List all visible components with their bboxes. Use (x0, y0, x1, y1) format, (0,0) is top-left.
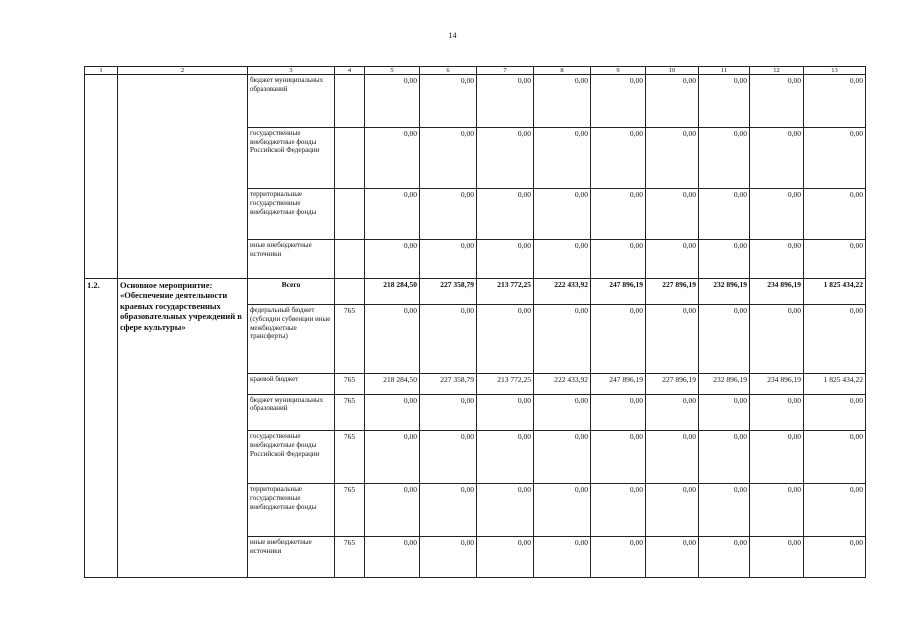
funding-source: государственные внебюджетные фонды Российской Федерации (248, 431, 335, 484)
amount-cell: 0,00 (420, 189, 477, 240)
amount-cell: 0,00 (804, 127, 866, 188)
amount-cell: 0,00 (646, 127, 699, 188)
amount-cell: 0,00 (365, 127, 420, 188)
budget-code: 765 (335, 394, 365, 431)
amount-cell: 0,00 (365, 305, 420, 374)
budget-code (335, 239, 365, 278)
funding-source: краевой бюджет (248, 374, 335, 394)
amount-cell: 0,00 (804, 305, 866, 374)
budget-code (335, 278, 365, 304)
amount-cell: 0,00 (365, 189, 420, 240)
column-number: 11 (699, 67, 750, 75)
amount-cell: 227 896,19 (646, 278, 699, 304)
amount-cell: 218 284,50 (365, 374, 420, 394)
amount-cell: 0,00 (477, 537, 534, 578)
amount-cell: 0,00 (477, 127, 534, 188)
amount-cell: 0,00 (750, 305, 804, 374)
budget-table (84, 66, 866, 578)
budget-code: 765 (335, 484, 365, 537)
funding-source: иные внебюджетные источники (248, 239, 335, 278)
amount-cell: 0,00 (699, 305, 750, 374)
amount-cell: 0,00 (591, 305, 646, 374)
amount-cell: 227 358,79 (420, 278, 477, 304)
amount-cell: 0,00 (646, 394, 699, 431)
amount-cell: 0,00 (420, 305, 477, 374)
funding-source: бюджет муниципальных образований (248, 394, 335, 431)
amount-cell: 218 284,50 (365, 278, 420, 304)
amount-cell: 227 896,19 (646, 374, 699, 394)
amount-cell: 0,00 (750, 431, 804, 484)
column-number: 2 (118, 67, 248, 75)
amount-cell: 0,00 (646, 189, 699, 240)
amount-cell: 234 896,19 (750, 278, 804, 304)
amount-cell: 0,00 (750, 239, 804, 278)
amount-cell: 0,00 (420, 394, 477, 431)
amount-cell: 232 896,19 (699, 374, 750, 394)
column-number: 10 (646, 67, 699, 75)
amount-cell: 0,00 (750, 127, 804, 188)
amount-cell: 0,00 (420, 127, 477, 188)
amount-cell: 0,00 (591, 75, 646, 128)
amount-cell: 0,00 (646, 484, 699, 537)
column-number: 8 (534, 67, 591, 75)
amount-cell: 0,00 (534, 537, 591, 578)
budget-code: 765 (335, 431, 365, 484)
budget-code (335, 127, 365, 188)
amount-cell: 0,00 (804, 484, 866, 537)
amount-cell: 0,00 (534, 239, 591, 278)
amount-cell: 0,00 (804, 537, 866, 578)
amount-cell: 0,00 (804, 75, 866, 128)
amount-cell: 0,00 (365, 239, 420, 278)
amount-cell: 0,00 (534, 484, 591, 537)
amount-cell: 0,00 (477, 239, 534, 278)
budget-code: 765 (335, 305, 365, 374)
amount-cell: 0,00 (591, 189, 646, 240)
amount-cell: 0,00 (646, 75, 699, 128)
amount-cell: 0,00 (646, 305, 699, 374)
amount-cell: 0,00 (534, 75, 591, 128)
amount-cell: 213 772,25 (477, 374, 534, 394)
amount-cell: 0,00 (477, 75, 534, 128)
amount-cell: 0,00 (365, 75, 420, 128)
column-number: 13 (804, 67, 866, 75)
amount-cell: 0,00 (804, 239, 866, 278)
column-number: 4 (335, 67, 365, 75)
amount-cell: 0,00 (534, 127, 591, 188)
amount-cell: 0,00 (365, 431, 420, 484)
column-number: 7 (477, 67, 534, 75)
amount-cell: 0,00 (365, 484, 420, 537)
amount-cell: 0,00 (699, 75, 750, 128)
funding-source: территориальные государственные внебюджетные фонды (248, 484, 335, 537)
amount-cell: 0,00 (646, 537, 699, 578)
amount-cell: 0,00 (699, 239, 750, 278)
index-cell (85, 75, 118, 279)
amount-cell: 1 825 434,22 (804, 278, 866, 304)
amount-cell: 0,00 (699, 394, 750, 431)
table-row (85, 278, 866, 304)
amount-cell: 0,00 (477, 189, 534, 240)
amount-cell: 0,00 (591, 431, 646, 484)
budget-code: 765 (335, 374, 365, 394)
amount-cell: 0,00 (420, 239, 477, 278)
amount-cell: 0,00 (750, 484, 804, 537)
amount-cell: 0,00 (750, 189, 804, 240)
funding-source: иные внебюджетные источники (248, 537, 335, 578)
amount-cell: 0,00 (699, 127, 750, 188)
amount-cell: 0,00 (804, 189, 866, 240)
column-number: 3 (248, 67, 335, 75)
amount-cell: 0,00 (477, 394, 534, 431)
title-cell (118, 75, 248, 279)
amount-cell: 213 772,25 (477, 278, 534, 304)
amount-cell: 0,00 (420, 484, 477, 537)
amount-cell: 0,00 (477, 484, 534, 537)
amount-cell: 0,00 (646, 431, 699, 484)
amount-cell: 0,00 (591, 537, 646, 578)
amount-cell: 0,00 (365, 537, 420, 578)
budget-code: 765 (335, 537, 365, 578)
column-number: 12 (750, 67, 804, 75)
funding-source: бюджет муниципальных образований (248, 75, 335, 128)
amount-cell: 1 825 434,22 (804, 374, 866, 394)
amount-cell: 0,00 (699, 189, 750, 240)
funding-source: федеральный бюджет (субсидии субвенции иные межбюджетные трансферты) (248, 305, 335, 374)
funding-source: территориальные государственные внебюджетные фонды (248, 189, 335, 240)
amount-cell: 0,00 (591, 484, 646, 537)
amount-cell: 247 896,19 (591, 374, 646, 394)
amount-cell: 247 896,19 (591, 278, 646, 304)
amount-cell: 0,00 (420, 537, 477, 578)
amount-cell: 0,00 (477, 431, 534, 484)
amount-cell: 0,00 (591, 394, 646, 431)
column-number: 9 (591, 67, 646, 75)
amount-cell: 234 896,19 (750, 374, 804, 394)
amount-cell: 0,00 (534, 394, 591, 431)
column-number-row (85, 67, 866, 75)
amount-cell: 222 433,92 (534, 278, 591, 304)
column-number: 6 (420, 67, 477, 75)
amount-cell: 0,00 (477, 305, 534, 374)
amount-cell: 222 433,92 (534, 374, 591, 394)
amount-cell: 0,00 (420, 75, 477, 128)
amount-cell: 0,00 (591, 239, 646, 278)
measure-title: Основное мероприятие: «Обеспечение деятельности краевых государственных образовательных учреждений в сфере культуры» (118, 278, 248, 577)
total-label: Всего (248, 278, 335, 304)
budget-code (335, 189, 365, 240)
amount-cell: 0,00 (365, 394, 420, 431)
amount-cell: 0,00 (699, 431, 750, 484)
measure-index: 1.2. (85, 278, 118, 577)
amount-cell: 0,00 (699, 537, 750, 578)
amount-cell: 0,00 (534, 189, 591, 240)
amount-cell: 0,00 (750, 537, 804, 578)
amount-cell: 0,00 (750, 75, 804, 128)
budget-code (335, 75, 365, 128)
page-number: 14 (448, 31, 457, 40)
amount-cell: 0,00 (591, 127, 646, 188)
amount-cell: 0,00 (646, 239, 699, 278)
table-row (85, 75, 866, 128)
column-number: 5 (365, 67, 420, 75)
amount-cell: 0,00 (420, 431, 477, 484)
funding-source: государственные внебюджетные фонды Российской Федерации (248, 127, 335, 188)
amount-cell: 0,00 (534, 431, 591, 484)
amount-cell: 0,00 (750, 394, 804, 431)
amount-cell: 0,00 (804, 431, 866, 484)
amount-cell: 0,00 (534, 305, 591, 374)
column-number: 1 (85, 67, 118, 75)
amount-cell: 227 358,79 (420, 374, 477, 394)
amount-cell: 232 896,19 (699, 278, 750, 304)
amount-cell: 0,00 (699, 484, 750, 537)
amount-cell: 0,00 (804, 394, 866, 431)
